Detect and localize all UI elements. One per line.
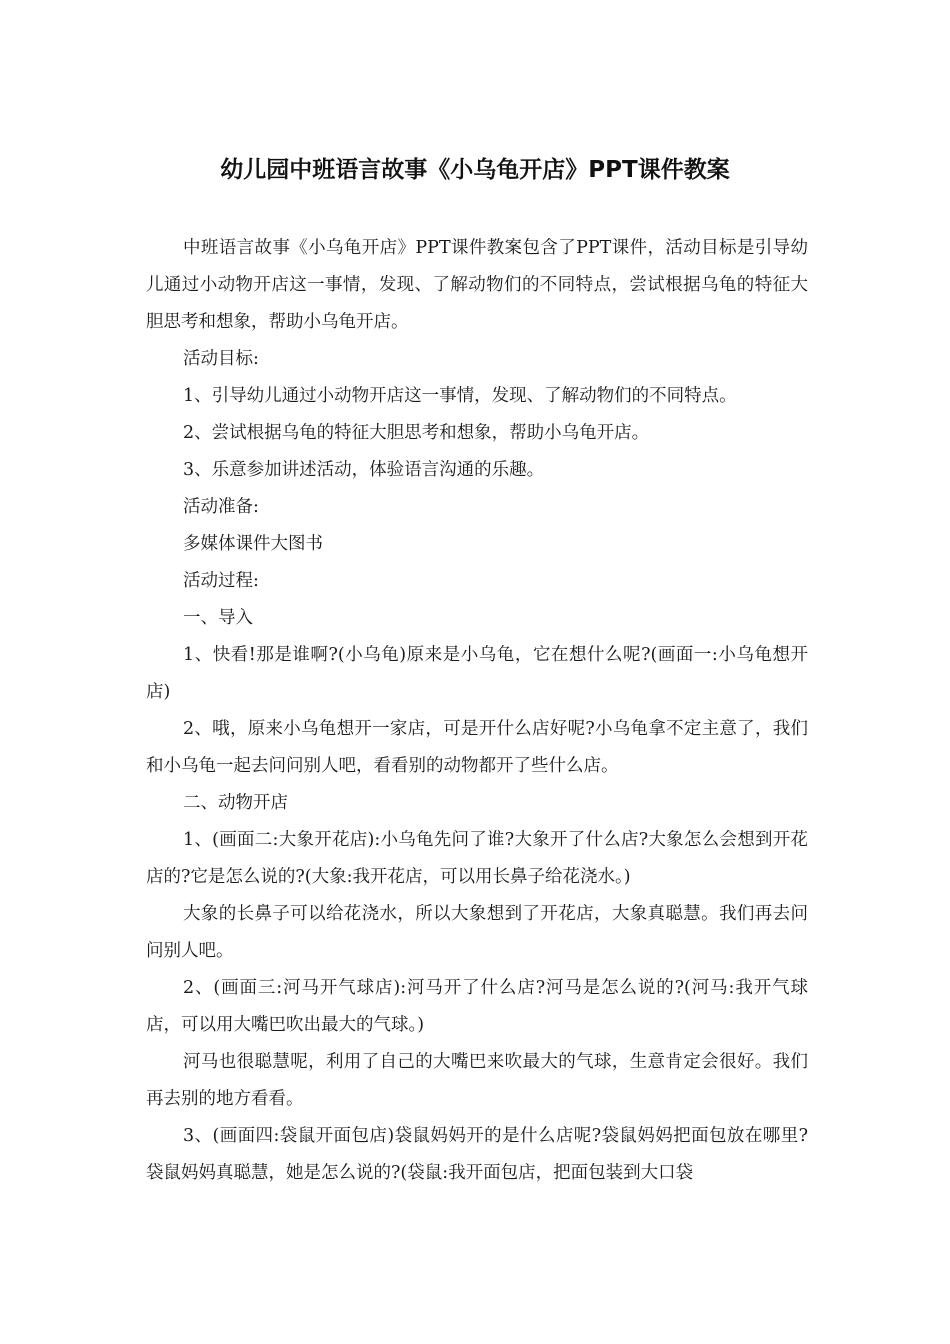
document-body (146, 230, 808, 1192)
paragraph-process-heading: 活动过程: (183, 571, 259, 591)
paragraph-goal-1: 1、引导幼儿通过小动物开店这一事情，发现、了解动物们的不同特点。 (183, 386, 737, 406)
paragraph-goals-heading: 活动目标: (183, 349, 259, 369)
paragraph-elephant: 1、(画面二:大象开花店):小乌龟先问了谁?大象开了什么店?大象怎么会想到开花店的?它是怎么说的?(大象:我开花店，可以用长鼻子给花浇水。) (146, 830, 808, 887)
paragraph-section-intro: 一、导入 (183, 608, 253, 628)
document-title: 幼儿园中班语言故事《小乌龟开店》PPT课件教案 (220, 157, 730, 183)
paragraph-prep-heading: 活动准备: (183, 497, 259, 517)
paragraph-hippo: 2、(画面三:河马开气球店):河马开了什么店?河马是怎么说的?(河马:我开气球店，可以用大嘴巴吹出最大的气球。) (146, 978, 808, 1035)
paragraph-section-animals: 二、动物开店 (183, 793, 288, 813)
paragraph-goal-3: 3、乐意参加讲述活动，体验语言沟通的乐趣。 (183, 460, 545, 480)
paragraph-intro-step-1: 1、快看!那是谁啊?(小乌龟)原来是小乌龟，它在想什么呢?(画面一:小乌龟想开店) (146, 645, 808, 702)
paragraph-elephant-comment: 大象的长鼻子可以给花浇水，所以大象想到了开花店，大象真聪慧。我们再去问问别人吧。 (146, 904, 808, 961)
paragraph-kangaroo: 3、(画面四:袋鼠开面包店)袋鼠妈妈开的是什么店呢?袋鼠妈妈把面包放在哪里?袋鼠妈妈真聪慧，她是怎么说的?(袋鼠:我开面包店，把面包装到大口袋 (146, 1126, 808, 1183)
paragraph-goal-2: 2、尝试根据乌龟的特征大胆思考和想象，帮助小乌龟开店。 (183, 423, 650, 443)
paragraph-intro: 中班语言故事《小乌龟开店》PPT课件教案包含了PPT课件，活动目标是引导幼儿通过小动物开店这一事情，发现、了解动物们的不同特点，尝试根据乌龟的特征大胆思考和想象，帮助小乌龟开店。 (146, 238, 808, 332)
paragraph-prep-item: 多媒体课件大图书 (183, 534, 323, 554)
paragraph-hippo-comment: 河马也很聪慧呢，利用了自己的大嘴巴来吹最大的气球，生意肯定会很好。我们再去别的地方看看。 (146, 1052, 808, 1109)
paragraph-intro-step-2: 2、哦，原来小乌龟想开一家店，可是开什么店好呢?小乌龟拿不定主意了，我们和小乌龟一起去问问别人吧，看看别的动物都开了些什么店。 (146, 719, 808, 776)
